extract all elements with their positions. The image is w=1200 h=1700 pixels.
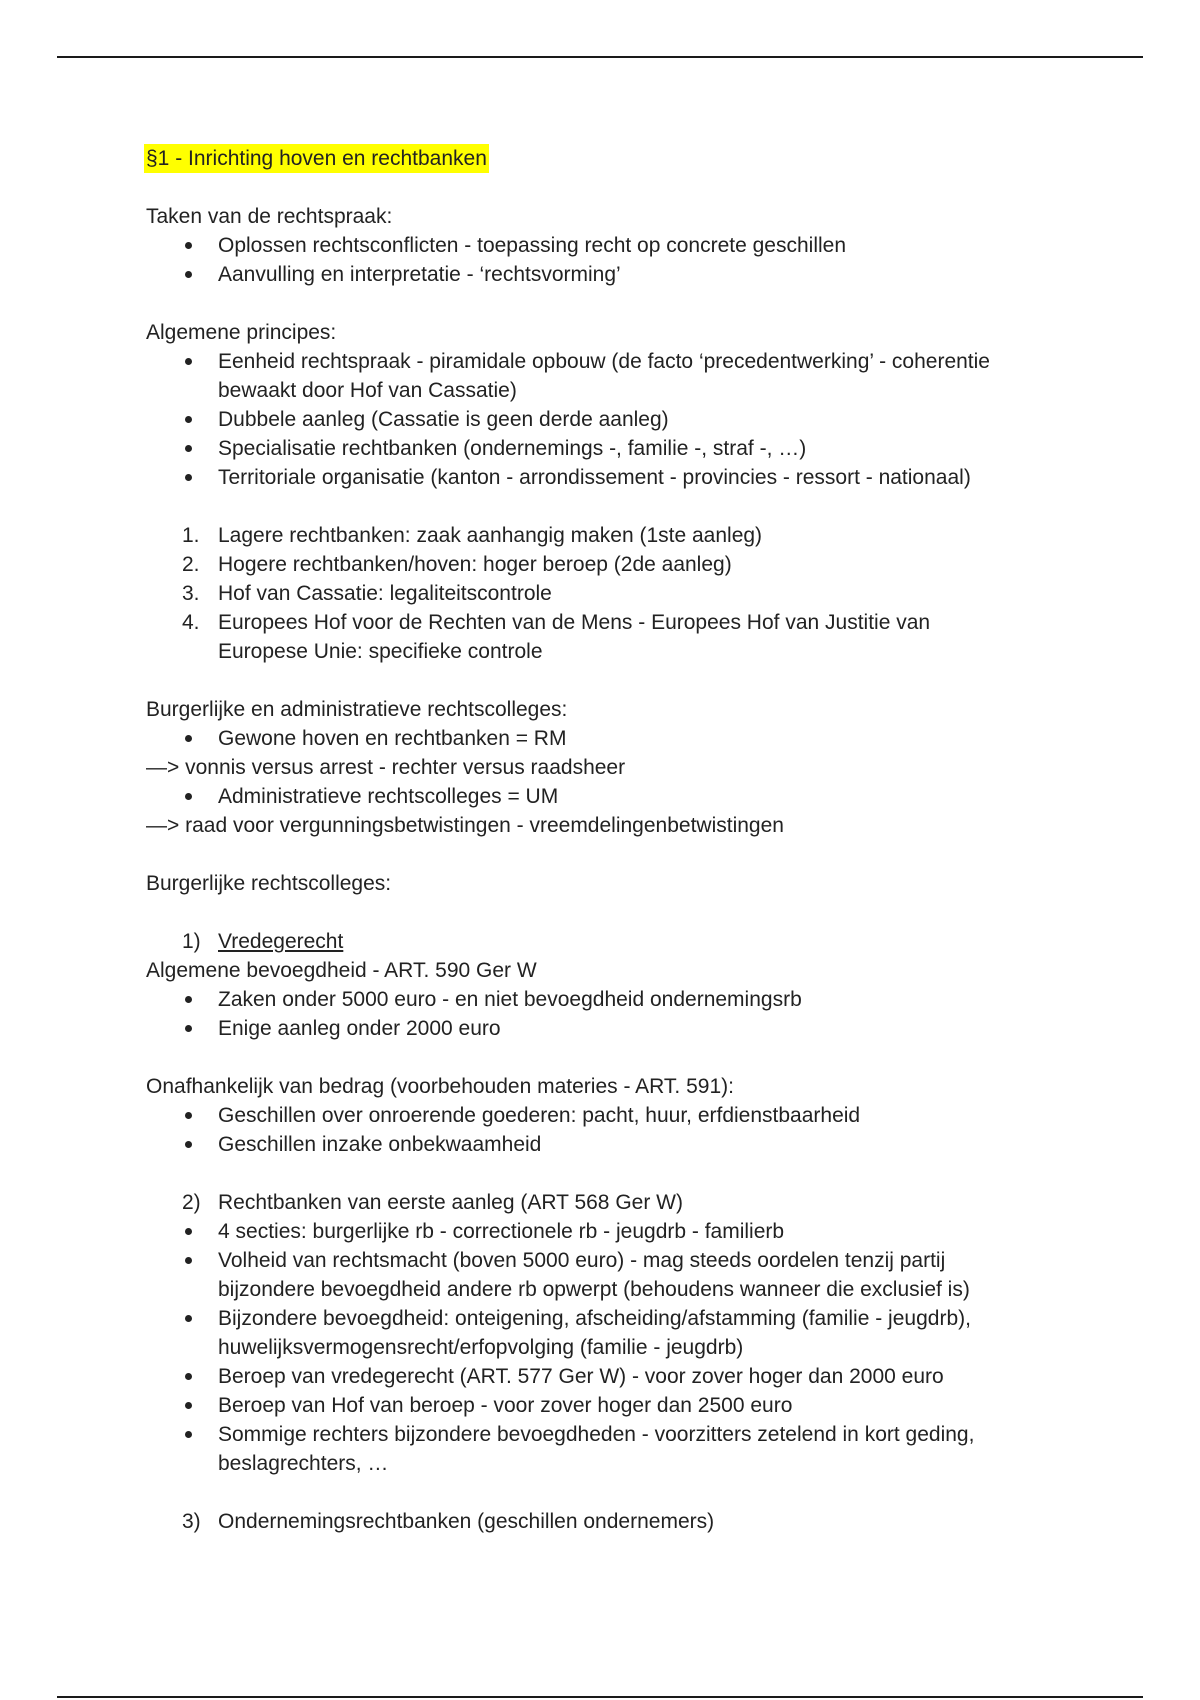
bottom-rule <box>57 1696 1143 1698</box>
list-item: Geschillen inzake onbekwaamheid <box>146 1130 1046 1159</box>
list-item: Bijzondere bevoegdheid: onteigening, afscheiding/afstamming (familie - jeugdrb), huwelijksvermogensrecht/erfopvolging (familie - jeugdrb) <box>146 1304 1046 1362</box>
list-item: Administratieve rechtscolleges = UM <box>146 782 1046 811</box>
taken-title: Taken van de rechtspraak: <box>146 205 393 228</box>
document-body <box>146 144 1046 1536</box>
burg-admin-title: Burgerlijke en administratieve rechtscolleges: <box>146 698 568 721</box>
onafhankelijk-title: Onafhankelijk van bedrag (voorbehouden materies - ART. 591): <box>146 1075 734 1098</box>
list-item: Volheid van rechtsmacht (boven 5000 euro) - mag steeds oordelen tenzij partij bijzondere bevoegdheid andere rb opwerpt (behoudens wanneer die exclusief is) <box>146 1246 1046 1304</box>
subsection-ondernemingsrechtbanken: 3) Ondernemingsrechtbanken (geschillen ondernemers) <box>182 1510 715 1533</box>
list-item: Eenheid rechtspraak - piramidale opbouw (de facto ‘precedentwerking’ - coherentie bewaakt door Hof van Cassatie) <box>146 347 1046 405</box>
numbered-item: 3. Hof van Cassatie: legaliteitscontrole <box>182 582 552 605</box>
list-item: Aanvulling en interpretatie - ‘rechtsvorming’ <box>146 260 1046 289</box>
list-item: Territoriale organisatie (kanton - arrondissement - provincies - ressort - nationaal) <box>146 463 1046 492</box>
arrow-note: —> raad voor vergunningsbetwistingen - vreemdelingenbetwistingen <box>146 814 784 837</box>
list-item: Dubbele aanleg (Cassatie is geen derde aanleg) <box>146 405 1046 434</box>
list-item: Zaken onder 5000 euro - en niet bevoegdheid ondernemingsrb <box>146 985 1046 1014</box>
list-item: Specialisatie rechtbanken (ondernemings -, familie -, straf -, …) <box>146 434 1046 463</box>
list-item: Enige aanleg onder 2000 euro <box>146 1014 1046 1043</box>
list-item: Sommige rechters bijzondere bevoegdheden - voorzitters zetelend in kort geding, beslagrechters, … <box>146 1420 1046 1478</box>
numbered-item: 2. Hogere rechtbanken/hoven: hoger beroep (2de aanleg) <box>182 553 732 576</box>
subsection-vredegerecht: 1) Vredegerecht <box>182 930 344 953</box>
list-item: Geschillen over onroerende goederen: pacht, huur, erfdienstbaarheid <box>146 1101 1046 1130</box>
top-rule <box>57 56 1143 58</box>
numbered-item: 4. Europees Hof voor de Rechten van de Mens - Europees Hof van Justitie van Europese Unie: specifieke controle <box>182 611 931 663</box>
list-item: Beroep van Hof van beroep - voor zover hoger dan 2500 euro <box>146 1391 1046 1420</box>
list-item: Beroep van vredegerecht (ART. 577 Ger W) - voor zover hoger dan 2000 euro <box>146 1362 1046 1391</box>
subsection-eerste-aanleg: 2) Rechtbanken van eerste aanleg (ART 568 Ger W) <box>182 1191 683 1214</box>
list-item: Oplossen rechtsconflicten - toepassing recht op concrete geschillen <box>146 231 1046 260</box>
list-item: Gewone hoven en rechtbanken = RM <box>146 724 1046 753</box>
algemene-bevoegdheid: Algemene bevoegdheid - ART. 590 Ger W <box>146 959 537 982</box>
numbered-item: 1. Lagere rechtbanken: zaak aanhangig maken (1ste aanleg) <box>182 524 763 547</box>
principes-title: Algemene principes: <box>146 321 337 344</box>
burgerlijk-title: Burgerlijke rechtscolleges: <box>146 872 392 895</box>
section-heading: §1 - Inrichting hoven en rechtbanken <box>144 144 489 173</box>
list-item: 4 secties: burgerlijke rb - correctionele rb - jeugdrb - familierb <box>146 1217 1046 1246</box>
arrow-note: —> vonnis versus arrest - rechter versus raadsheer <box>146 756 626 779</box>
